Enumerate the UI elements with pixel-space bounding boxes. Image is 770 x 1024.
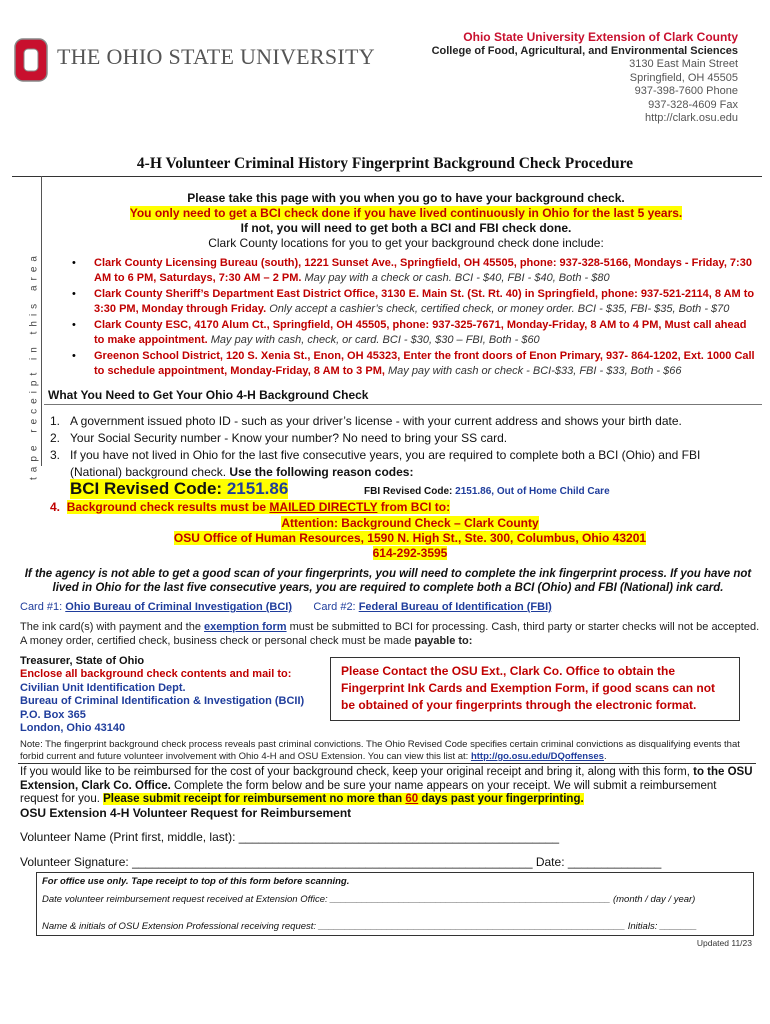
address-line-2: Springfield, OH 45505 bbox=[629, 71, 738, 84]
hr-address-line: OSU Office of Human Resources, 1590 N. High St., Ste. 300, Columbus, Ohio 43201 bbox=[173, 531, 647, 545]
card-references: Card #1: Ohio Bureau of Criminal Investigation (BCI) Card #2: Federal Bureau of Identification (FBI) bbox=[20, 601, 552, 613]
org-name: Ohio State University Extension of Clark County bbox=[463, 30, 738, 44]
disqualifying-offenses-note: Note: The fingerprint background check process reveals past criminal convictions. The Ohio Revised Code specifies certain criminal convictions as disqualifying events that forbid current and future volunteer involvement with Ohio 4-H and OSU Extension. You can view this list at: http://go.osu.edu/DQoffenses. bbox=[20, 739, 740, 762]
date-received-field[interactable]: Date volunteer reimbursement request received at Extension Office: _____________________________________________________ (month / day / year) bbox=[42, 894, 696, 905]
reimbursement-instructions: If you would like to be reimbursed for the cost of your background check, keep your original receipt and bring it, along with this form, to the OSU Extension, Clark Co. Office. Complete the form below and be sure your name appears on your receipt. We will submit a reimbursement request for you. Please submit receipt for reimbursement no more than 60 days past your fingerprinting. bbox=[20, 766, 753, 805]
dq-offenses-link[interactable]: http://go.osu.edu/DQoffenses bbox=[470, 751, 604, 762]
bci-mailing-address: Treasurer, State of Ohio Enclose all background check contents and mail to: Civilian Unit Identification Dept. Bureau of Criminal Identification & Investigation (BCII) P.O. Box 365 London, Ohio 43140 bbox=[20, 655, 305, 735]
list-item: 3. If you have not lived in Ohio for the last five consecutive years, you are required to complete both a BCI (Ohio) and FBI (National) background check. Use the following reason codes: bbox=[50, 448, 701, 479]
college-name: College of Food, Agricultural, and Environmental Sciences bbox=[431, 44, 738, 57]
intro-line-2: You only need to get a BCI check done if you have lived continuously in Ohio for the last 5 years. bbox=[129, 206, 683, 220]
list-item: • Greenon School District, 120 S. Xenia St., Enon, OH 45323, Enter the front doors of Enon Primary, 937- 864-1202, Ext. 1000 Call to schedule appointment, Monday-Friday, 8 AM to 3 PM, May pay with cash or check - BCI-$33, FBI - $33, Both - $66 bbox=[66, 349, 756, 378]
title-divider bbox=[12, 176, 762, 177]
intro-line-4: Clark County locations for you to get your background check done include: bbox=[208, 236, 604, 250]
intro-block bbox=[50, 191, 762, 251]
office-use-box bbox=[36, 872, 754, 936]
location-list bbox=[66, 256, 756, 380]
contact-office-callout: Please Contact the OSU Ext., Clark Co. Office to obtain the Fingerprint Ink Cards and Exemption Form, if good scans can not be obtained of your fingerprints through the electronic format. bbox=[330, 657, 740, 721]
fbi-reason-code: FBI Revised Code: 2151.86, Out of Home Child Care bbox=[364, 486, 610, 497]
osu-block-o-logo bbox=[14, 38, 48, 82]
note-divider bbox=[18, 763, 756, 764]
hr-phone-line: 614-292-3595 bbox=[372, 546, 448, 560]
intro-line-1: Please take this page with you when you go to have your background check. bbox=[187, 191, 625, 205]
page-title: 4-H Volunteer Criminal History Fingerprint Background Check Procedure bbox=[136, 155, 634, 172]
section-divider bbox=[44, 404, 762, 405]
website-url[interactable]: http://clark.osu.edu bbox=[645, 112, 738, 124]
volunteer-signature-field[interactable]: Volunteer Signature: ____________________________________________________________ Date: ______________ bbox=[20, 855, 662, 869]
fax-number: 937-328-4609 Fax bbox=[648, 98, 738, 111]
requirements-list bbox=[50, 413, 750, 481]
list-item: • Clark County ESC, 4170 Alum Ct., Springfield, OH 45505, phone: 937-325-7671, Monday-Friday, 8 AM to 4 PM, Must call ahead to make appointment. May pay with cash, check, or card. BCI - $30, $30 – FBI, Both - $60 bbox=[66, 318, 756, 347]
office-use-heading: For office use only. Tape receipt to top of this form before scanning. bbox=[42, 876, 350, 887]
receipt-tape-label: tape receipt in this area bbox=[28, 251, 40, 480]
list-item: • Clark County Licensing Bureau (south), 1221 Sunset Ave., Springfield, OH 45505, phone: 937-328-5166, Mondays - Friday, 7:30 AM to 6 PM, Saturdays, 7:30 AM – 2 PM. May pay with a check or cash. BCI - $40, FBI - $40, Both - $80 bbox=[66, 256, 756, 285]
ink-card-paragraph: The ink card(s) with payment and the exemption form must be submitted to BCI for processing. Cash, third party or starter checks will not be accepted. A money order, certified check, business check or personal check must be made payable to: bbox=[20, 621, 760, 647]
volunteer-name-field[interactable]: Volunteer Name (Print first, middle, last): ________________________________________________ bbox=[20, 830, 560, 844]
mailing-attention-block bbox=[60, 516, 760, 561]
bci-reason-code: BCI Revised Code: 2151.86 bbox=[70, 479, 289, 498]
reimbursement-heading: OSU Extension 4-H Volunteer Request for Reimbursement bbox=[20, 806, 352, 820]
card-1-link[interactable]: Ohio Bureau of Criminal Investigation (BCI) bbox=[65, 601, 293, 613]
list-item: 2. Your Social Security number - Know your number? No need to bring your SS card. bbox=[50, 431, 508, 445]
office-address-block bbox=[432, 31, 738, 126]
intro-line-3: If not, you will need to get both a BCI and FBI check done. bbox=[240, 221, 572, 235]
attention-line: Attention: Background Check – Clark County bbox=[281, 516, 539, 530]
card-2-link[interactable]: Federal Bureau of Identification (FBI) bbox=[358, 601, 552, 613]
university-wordmark: THE OHIO STATE UNIVERSITY bbox=[57, 44, 375, 69]
professional-initials-field[interactable]: Name & initials of OSU Extension Professional receiving request: __________________________________________________________ Initials: _______ bbox=[42, 921, 697, 932]
updated-date: Updated 11/23 bbox=[696, 938, 752, 948]
list-item: 4. Background check results must be MAILED DIRECTLY from BCI to: bbox=[50, 500, 451, 514]
exemption-form-link[interactable]: exemption form bbox=[204, 621, 287, 633]
section-heading-what-you-need: What You Need to Get Your Ohio 4-H Background Check bbox=[48, 388, 369, 402]
phone-number: 937-398-7600 Phone bbox=[634, 85, 738, 97]
address-line-1: 3130 East Main Street bbox=[629, 58, 738, 70]
ink-fingerprint-warning: If the agency is not able to get a good scan of your fingerprints, you will need to complete the ink fingerprint process. If you have not lived in Ohio for the last five consecutive years, you are required to complete both a BCI (Ohio) and FBI (National) ink card. bbox=[24, 568, 752, 594]
list-item: • Clark County Sheriff’s Department East District Office, 3130 E. Main St. (St. Rt. 40) in Springfield, phone: 937-521-2114, 8 AM to 3:30 PM, Monday through Friday. Only accept a cashier’s check, certified check, or money order. BCI - $35, FBI- $35, Both - $70 bbox=[66, 287, 756, 316]
list-item: 1. A government issued photo ID - such as your driver’s license - with your current address and shows your birth date. bbox=[50, 414, 682, 428]
